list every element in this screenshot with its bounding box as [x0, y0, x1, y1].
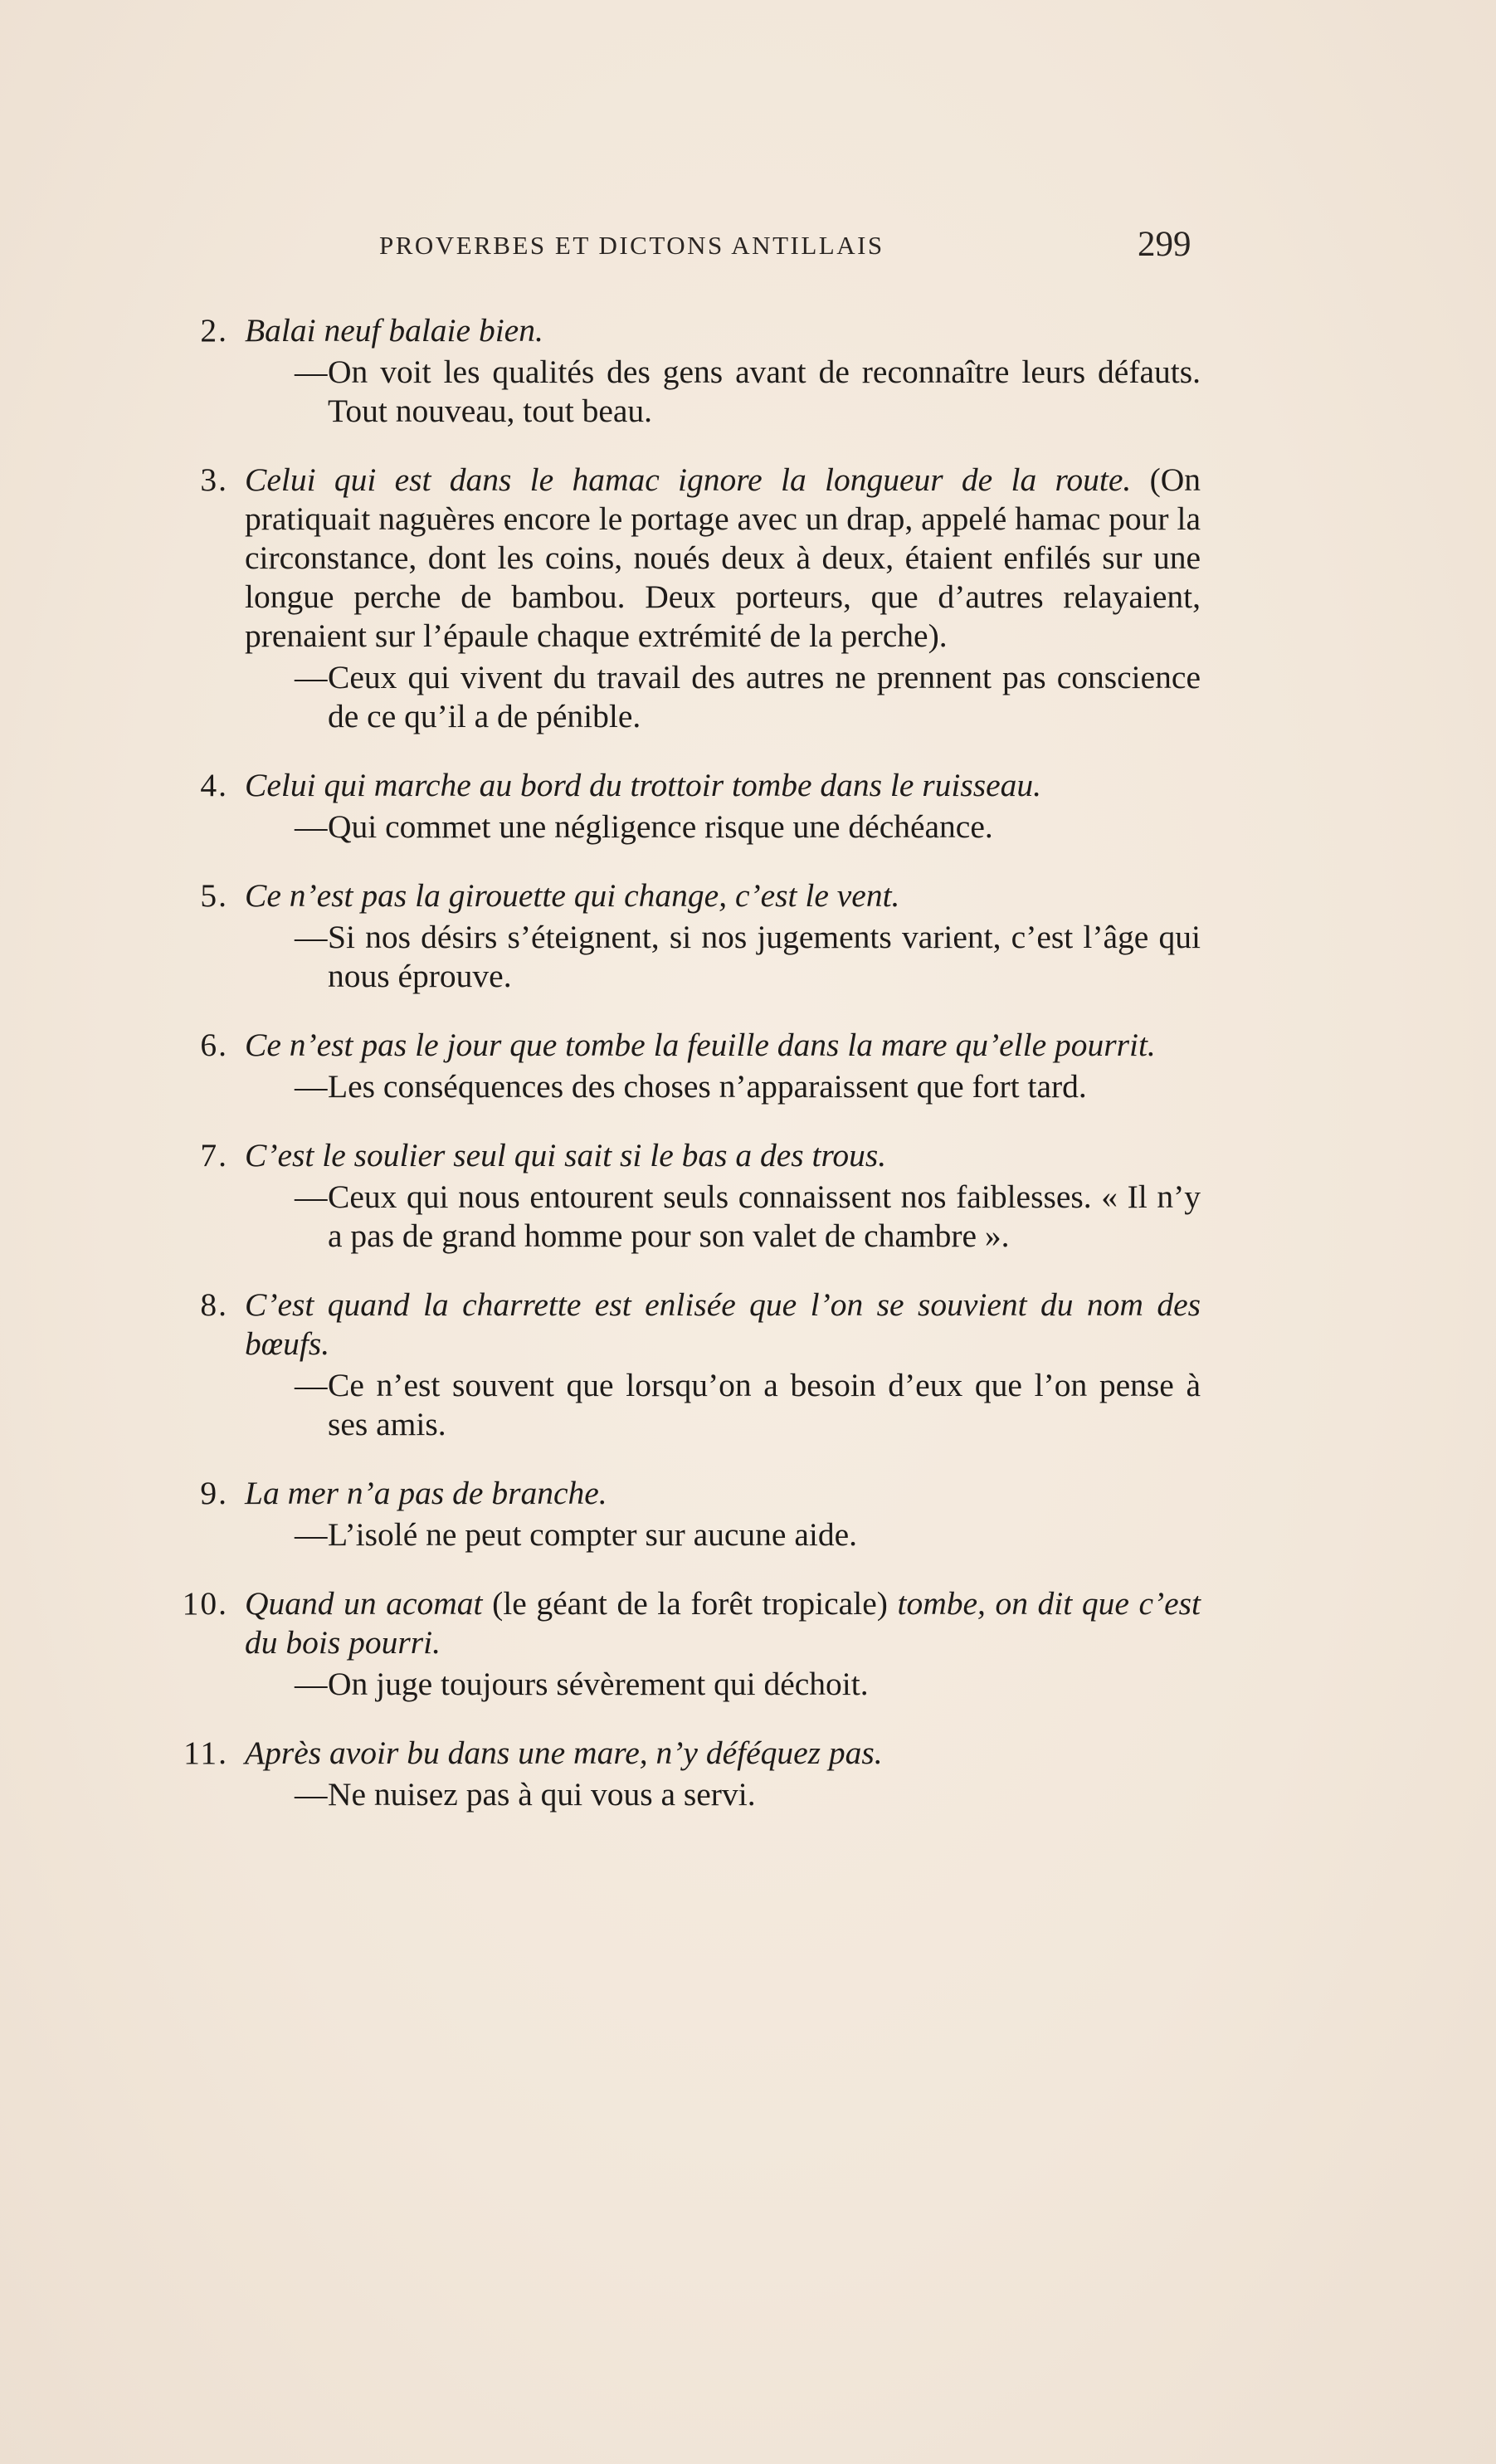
entry-number: 3. [200, 461, 228, 498]
entry-number: 8. [200, 1286, 228, 1323]
proverb-text: Celui qui est dans le hamac ignore la longueur de la route. [245, 461, 1132, 498]
proverb-meaning: —Ceux qui nous entourent seuls connaissent nos faiblesses. « Il n’y a pas de grand homme pour son valet de chambre ». [295, 1178, 1201, 1254]
proverb-meaning: —On voit les qualités des gens avant de reconnaître leurs défauts. Tout nouveau, tout beau. [295, 354, 1201, 429]
proverb-note: (le géant de la forêt tropicale) [492, 1585, 888, 1622]
proverb-entry [170, 1136, 1201, 1256]
proverb-meaning: —Les conséquences des choses n’apparaissent que fort tard. [295, 1068, 1087, 1105]
proverb-entry [170, 1026, 1201, 1106]
entry-number: 9. [200, 1475, 228, 1511]
proverb-text: Après avoir bu dans une mare, n’y déféquez pas. [245, 1735, 883, 1771]
page-number: 299 [1138, 225, 1191, 264]
proverb-text-continued: tombe, on dit que c’est du bois pourri. [245, 1585, 1201, 1661]
proverb-meaning: —Ne nuisez pas à qui vous a servi. [295, 1776, 756, 1813]
proverb-entry [170, 1286, 1201, 1444]
proverb-text: Celui qui marche au bord du trottoir tombe dans le ruisseau. [245, 767, 1042, 803]
entry-number: 4. [200, 767, 228, 803]
proverb-meaning: —Ce n’est souvent que lorsqu’on a besoin d’eux que l’on pense à ses amis. [295, 1367, 1201, 1442]
entry-number: 5. [200, 877, 228, 914]
proverb-entry [170, 876, 1201, 996]
proverb-entry [170, 1584, 1201, 1704]
proverb-meaning: —Qui commet une négligence risque une déchéance. [295, 808, 993, 845]
proverb-entry [170, 1734, 1201, 1814]
entry-number: 10. [182, 1585, 228, 1622]
proverb-text: La mer n’a pas de branche. [245, 1475, 607, 1511]
entry-number: 6. [200, 1027, 228, 1063]
proverb-meaning: —On juge toujours sévèrement qui déchoit. [295, 1666, 869, 1702]
proverb-entry [170, 1474, 1201, 1554]
entry-number: 11. [183, 1735, 228, 1771]
proverb-entry [170, 311, 1201, 431]
proverb-text: C’est le soulier seul qui sait si le bas a des trous. [245, 1137, 887, 1173]
proverb-meaning: —Si nos désirs s’éteignent, si nos jugements varient, c’est l’âge qui nous éprouve. [295, 919, 1201, 994]
entry-number: 2. [200, 312, 228, 349]
proverb-list [170, 311, 1201, 1844]
proverb-text: Quand un acomat [245, 1585, 483, 1622]
proverb-meaning: —L’isolé ne peut compter sur aucune aide. [295, 1516, 857, 1553]
entry-number: 7. [200, 1137, 228, 1173]
proverb-text: C’est quand la charrette est enlisée que l’on se souvient du nom des bœufs. [245, 1286, 1201, 1362]
running-title: PROVERBES ET DICTONS ANTILLAIS [379, 231, 884, 260]
proverb-text: Ce n’est pas la girouette qui change, c’est le vent. [245, 877, 900, 914]
proverb-meaning: —Ceux qui vivent du travail des autres ne prennent pas conscience de ce qu’il a de pénible. [295, 659, 1201, 734]
proverb-entry [170, 461, 1201, 736]
proverb-note: (On pratiquait naguères encore le portage avec un drap, appelé hamac pour la circonstance, dont les coins, noués deux à deux, étaient enfilés sur une longue perche de bambou. Deux porteurs, que d’autres relayaient, prenaient sur l’épaule chaque extrémité de la perche). [245, 461, 1201, 654]
proverb-text: Ce n’est pas le jour que tombe la feuille dans la mare qu’elle pourrit. [245, 1027, 1156, 1063]
proverb-text: Balai neuf balaie bien. [245, 312, 543, 349]
proverb-entry [170, 766, 1201, 847]
